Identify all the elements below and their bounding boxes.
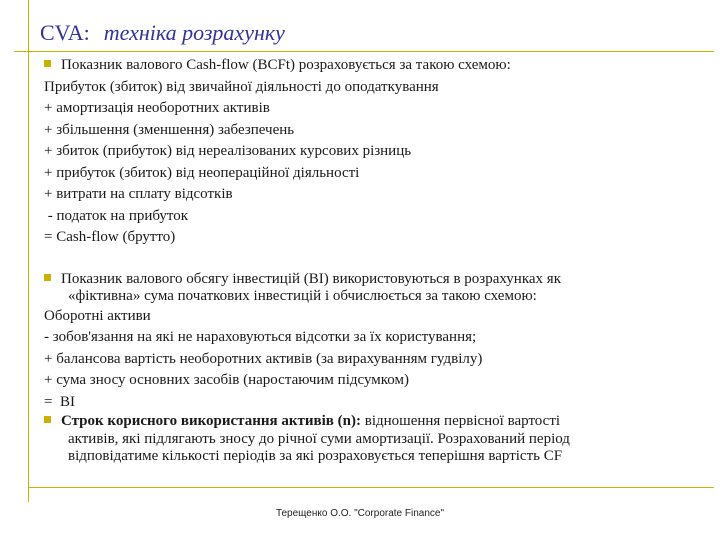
bullet-heading-cashflow — [44, 55, 709, 77]
formula-line: - податок на прибуток — [44, 207, 189, 224]
spacer — [44, 249, 709, 271]
square-bullet-icon — [44, 416, 51, 423]
formula-line: Прибуток (збиток) від звичайної діяльності до оподаткування — [44, 78, 439, 95]
heading-text: Показник валового Cash-flow (BCFt) розраховується за такою схемою: — [61, 57, 511, 73]
title-underline — [14, 51, 714, 52]
formula-line: + амортизація необоротних активів — [44, 100, 270, 116]
formula-line: + балансова вартість необоротних активів (за вирахуванням гудвілу) — [44, 350, 483, 367]
square-bullet-icon — [44, 274, 51, 281]
heading-line-2: «фіктивна» сума початкових інвестицій і обчислюється за такою схемою: — [68, 288, 537, 304]
formula-line: + витрати на сплату відсотків — [44, 186, 233, 202]
useful-life-def-2: активів, які підлягають зносу до річної суми амортизації. Розрахований період — [68, 430, 570, 447]
formula-line: + сума зносу основних засобів (наростаючим підсумком) — [44, 372, 409, 388]
formula-line: - зобов'язання на які не нараховуються відсотки за їх користування; — [44, 329, 477, 345]
left-rule — [28, 0, 29, 502]
square-bullet-icon — [44, 60, 51, 67]
useful-life-def-1: відношення первісної вартості — [360, 413, 561, 429]
useful-life-term: Строк корисного використання активів (n): — [61, 413, 361, 429]
formula-line: = Cash-flow (брутто) — [44, 229, 176, 245]
formula-line: = ВІ — [44, 393, 75, 410]
heading-line-1: Показник валового обсягу інвестицій (ВІ) використовуються в розрахунках як — [61, 270, 561, 287]
footer-caption: Терещенко О.О. "Corporate Finance" — [275, 508, 445, 519]
title-prefix: CVA: — [40, 20, 90, 45]
formula-line: Оборотні активи — [44, 307, 151, 324]
slide-title — [40, 20, 285, 46]
formula-line: + збиток (прибуток) від нереалізованих курсових різниць — [44, 143, 412, 159]
bullet-useful-life — [44, 413, 709, 466]
footer-rule — [28, 487, 714, 488]
formula-line: + збільшення (зменшення) забезпечень — [44, 121, 295, 138]
title-text: техніка розрахунку — [103, 20, 285, 45]
useful-life-def-3: відповідатиме кількості періодів за які розраховується теперішня вартість CF — [68, 448, 563, 464]
bullet-heading-investment — [44, 271, 709, 306]
formula-line: + прибуток (збиток) від неопераційної діяльності — [44, 164, 360, 181]
slide-content — [44, 55, 709, 466]
